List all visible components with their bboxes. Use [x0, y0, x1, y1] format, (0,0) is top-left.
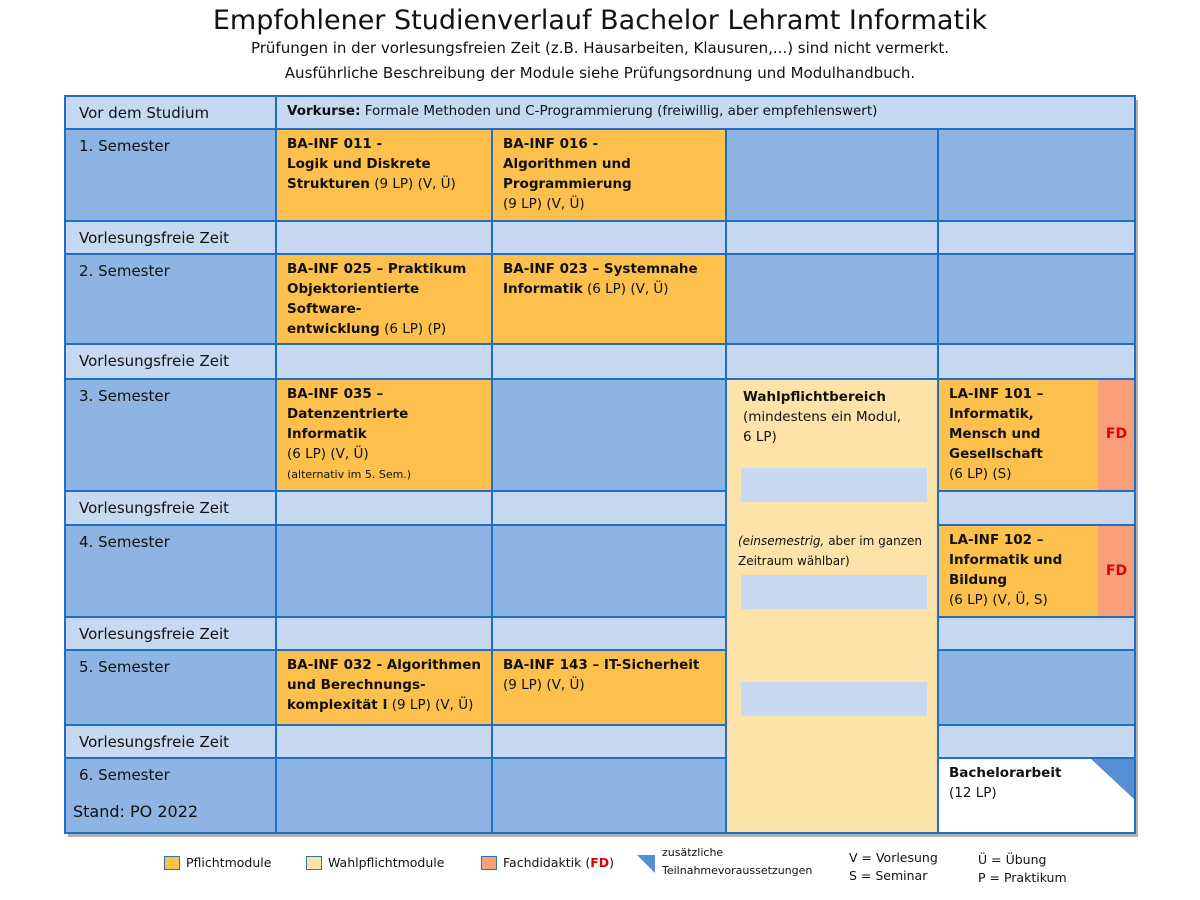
legend-swatch-wahl [306, 856, 322, 870]
grid-line [64, 724, 726, 726]
grid-line [64, 832, 1136, 834]
empty-cell [938, 617, 1135, 650]
row-label-vfz: Vorlesungsfreie Zeit [65, 491, 276, 525]
row-label-s1: 1. Semester [65, 129, 276, 221]
empty-cell [938, 129, 1135, 221]
legend-swatch-fd [481, 856, 497, 870]
legend-pflicht: Pflichtmodule [186, 855, 272, 870]
empty-cell [938, 254, 1135, 344]
module-ba-inf-016: BA-INF 016 - Algorithmen und Programmierung (9 LP) (V, Ü) [492, 129, 726, 221]
empty-cell [938, 491, 1135, 525]
wahlpflicht-heading: Wahlpflichtbereich (mindestens ein Modul, 6 LP) [743, 389, 902, 445]
grid-line [64, 524, 726, 526]
module-ba-inf-032: BA-INF 032 - Algorithmen und Berechnungs- komplexität I (9 LP) (V, Ü) [276, 650, 492, 725]
empty-cell [492, 491, 726, 525]
subtitle-description: Ausführliche Beschreibung der Module siehe Prüfungsordnung und Modulhandbuch. [284, 64, 916, 82]
grid-line [938, 524, 1136, 526]
wahlpflicht-slot [741, 468, 927, 502]
empty-cell [492, 379, 726, 491]
wahlpflicht-slot [741, 682, 927, 716]
wahlpflicht-slot [741, 575, 927, 609]
module-la-inf-101: LA-INF 101 – Informatik, Mensch und Gesellschaft (6 LP) (S) [938, 379, 1098, 491]
grid-line [64, 220, 1136, 222]
grid-line [64, 378, 1136, 380]
empty-cell [726, 129, 938, 221]
vorkurse-label: Vorkurse: [287, 103, 361, 119]
empty-cell [492, 344, 726, 379]
row-label-vfz: Vorlesungsfreie Zeit [65, 617, 276, 650]
grid-line [938, 616, 1136, 618]
module-bachelorarbeit: Bachelorarbeit (12 LP) [938, 758, 1135, 833]
legend-fachdidaktik: Fachdidaktik (FD) [503, 855, 615, 870]
module-ba-inf-011: BA-INF 011 - Logik und Diskrete Strukturen (9 LP) (V, Ü) [276, 129, 492, 221]
empty-cell [276, 758, 492, 833]
grid-line [64, 649, 726, 651]
grid-line [64, 616, 726, 618]
empty-cell [276, 525, 492, 617]
row-label-s2: 2. Semester [65, 254, 276, 344]
fd-marker: FD [1098, 525, 1135, 617]
grid-line [938, 649, 1136, 651]
grid-line [64, 128, 1136, 130]
subtitle-exams: Prüfungen in der vorlesungsfreien Zeit (z.B. Hausarbeiten, Klausuren,...) sind nicht vermerkt. [250, 39, 950, 57]
empty-cell [276, 725, 492, 758]
empty-cell [276, 617, 492, 650]
row-label-s5: 5. Semester [65, 650, 276, 725]
empty-cell [492, 617, 726, 650]
grid-line [64, 490, 726, 492]
empty-cell [938, 344, 1135, 379]
module-la-inf-102: LA-INF 102 – Informatik und Bildung (6 LP) (V, Ü, S) [938, 525, 1098, 617]
legend-prerequisite-icon [637, 855, 655, 873]
grid-line [938, 724, 1136, 726]
empty-cell [938, 221, 1135, 254]
empty-cell [276, 344, 492, 379]
vorkurse-cell [276, 96, 1135, 129]
empty-cell [492, 221, 726, 254]
prerequisite-corner-icon [1090, 758, 1135, 800]
fd-marker: FD [1098, 379, 1135, 491]
legend-abbrev-vs: V = Vorlesung S = Seminar [849, 850, 938, 883]
grid-line [938, 757, 1136, 759]
grid-line [491, 129, 493, 834]
empty-cell [726, 254, 938, 344]
module-ba-inf-023: BA-INF 023 – Systemnahe Informatik (6 LP) (V, Ü) [492, 254, 726, 344]
row-label-s6: 6. Semester [65, 758, 276, 833]
grid-line [64, 95, 1136, 97]
empty-cell [492, 758, 726, 833]
empty-cell [938, 725, 1135, 758]
module-ba-inf-143: BA-INF 143 – IT-Sicherheit (9 LP) (V, Ü) [492, 650, 726, 725]
grid-line [64, 253, 1136, 255]
page-title: Empfohlener Studienverlauf Bachelor Lehramt Informatik [212, 5, 988, 36]
row-label-vfz: Vorlesungsfreie Zeit [65, 344, 276, 379]
legend-wahl: Wahlpflichtmodule [328, 855, 445, 870]
row-label-s4: 4. Semester [65, 525, 276, 617]
legend-prerequisites: zusätzliche Teilnahmevoraussetzungen [662, 846, 813, 877]
row-label-vor: Vor dem Studium [65, 96, 276, 129]
empty-cell [726, 344, 938, 379]
module-ba-inf-025: BA-INF 025 – Praktikum Objektorientierte Software- entwicklung (6 LP) (P) [276, 254, 492, 344]
grid-line [64, 757, 726, 759]
row-label-vfz: Vorlesungsfreie Zeit [65, 725, 276, 758]
empty-cell [276, 221, 492, 254]
empty-cell [726, 221, 938, 254]
row-label-s3: 3. Semester [65, 379, 276, 491]
legend-abbrev-up: Ü = Übung P = Praktikum [978, 852, 1067, 885]
row-label-vfz: Vorlesungsfreie Zeit [65, 221, 276, 254]
legend-swatch-pflicht [164, 856, 180, 870]
grid-line [64, 343, 1136, 345]
empty-cell [938, 650, 1135, 725]
stand-label: Stand: PO 2022 [73, 802, 199, 821]
vorkurse-text: Formale Methoden und C-Programmierung (freiwillig, aber empfehlenswert) [360, 103, 878, 119]
grid-line [938, 490, 1136, 492]
empty-cell [492, 525, 726, 617]
grid-line [937, 129, 939, 834]
empty-cell [492, 725, 726, 758]
grid-line [725, 129, 727, 834]
module-ba-inf-035: BA-INF 035 – Datenzentrierte Informatik (6 LP) (V, Ü) (alternativ im 5. Sem.) [276, 379, 492, 491]
empty-cell [276, 491, 492, 525]
wahlpflicht-note: (einsemestrig, aber im ganzen Zeitraum wählbar) [738, 534, 922, 568]
